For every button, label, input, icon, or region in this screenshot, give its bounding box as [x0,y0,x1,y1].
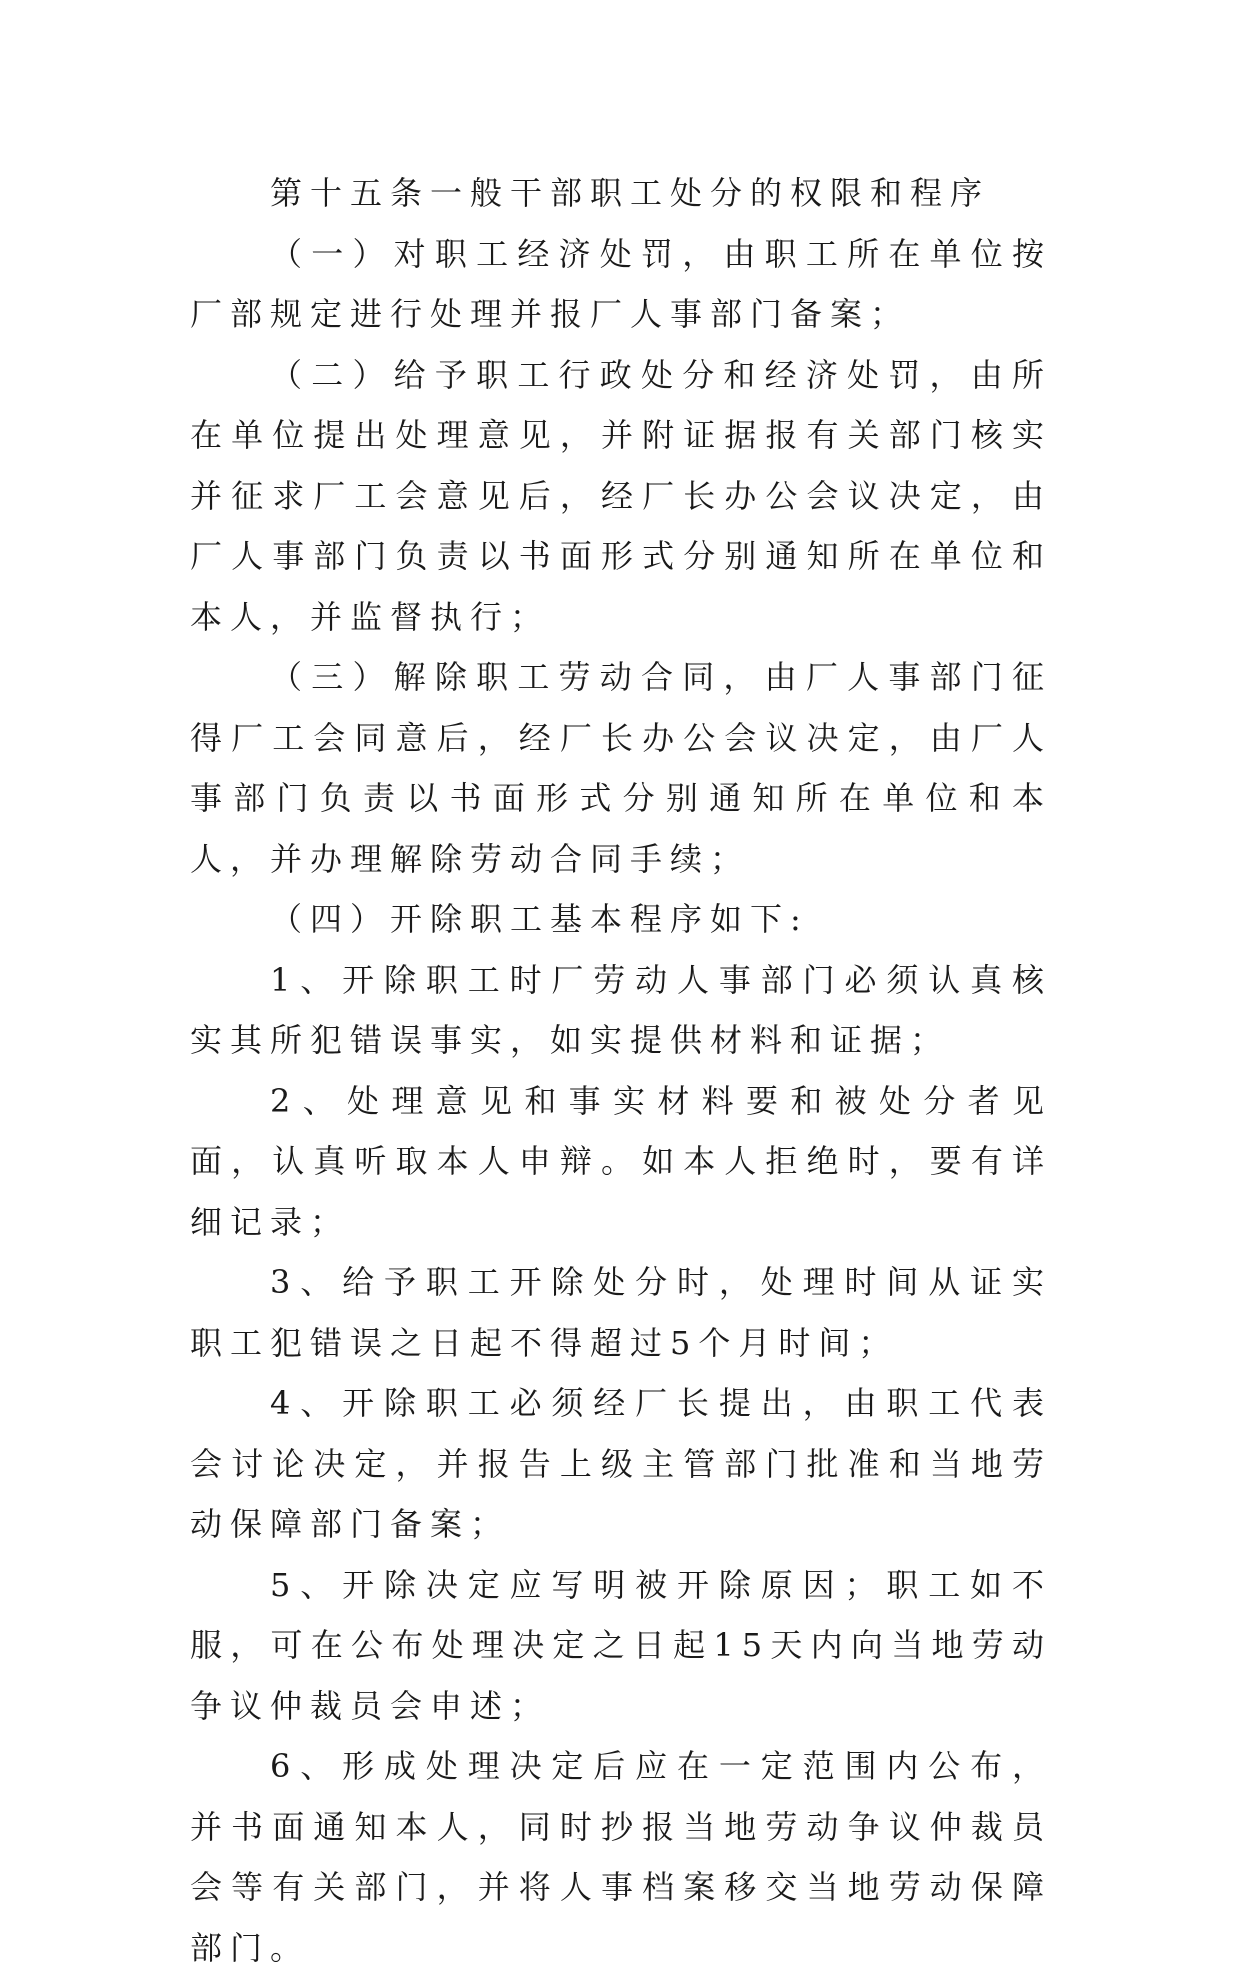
paragraph-item-3: （三）解除职工劳动合同，由厂人事部门征得厂工会同意后，经厂长办公会议决定，由厂人事部门负责以书面形式分别通知所在单位和本人，并办理解除劳动合同手续； [190,658,1052,878]
paragraph-item-4: （四）开除职工基本程序如下: [270,900,809,938]
procedure-step-3: 3、给予职工开除处分时，处理时间从证实职工犯错误之日起不得超过5个月时间； [190,1263,1052,1362]
paragraph-item-1: （一）对职工经济处罚，由职工所在单位按厂部规定进行处理并报厂人事部门备案； [190,234,1052,333]
article-heading: 第十五条一般干部职工处分的权限和程序 [270,174,991,212]
procedure-step-5: 5、开除决定应写明被开除原因；职工如不服，可在公布处理决定之日起15天内向当地劳动争议仲裁员会申述； [190,1565,1052,1725]
procedure-step-2: 2、处理意见和事实材料要和被处分者见面，认真听取本人申辩。如本人拒绝时，要有详细记录； [190,1081,1052,1241]
paragraph-item-2: （二）给予职工行政处分和经济处罚，由所在单位提出处理意见，并附证据报有关部门核实并征求厂工会意见后，经厂长办公会议决定，由厂人事部门负责以书面形式分别通知所在单位和本人，并监督执行； [190,355,1052,636]
procedure-step-6: 6、形成处理决定后应在一定范围内公布，并书面通知本人，同时抄报当地劳动争议仲裁员会等有关部门，并将人事档案移交当地劳动保障部门。 [190,1747,1052,1967]
procedure-step-1: 1、开除职工时厂劳动人事部门必须认真核实其所犯错误事实，如实提供材料和证据； [190,960,1052,1059]
procedure-step-4: 4、开除职工必须经厂长提出，由职工代表会讨论决定，并报告上级主管部门批准和当地劳动保障部门备案； [190,1384,1052,1543]
document-body [190,163,1052,1978]
